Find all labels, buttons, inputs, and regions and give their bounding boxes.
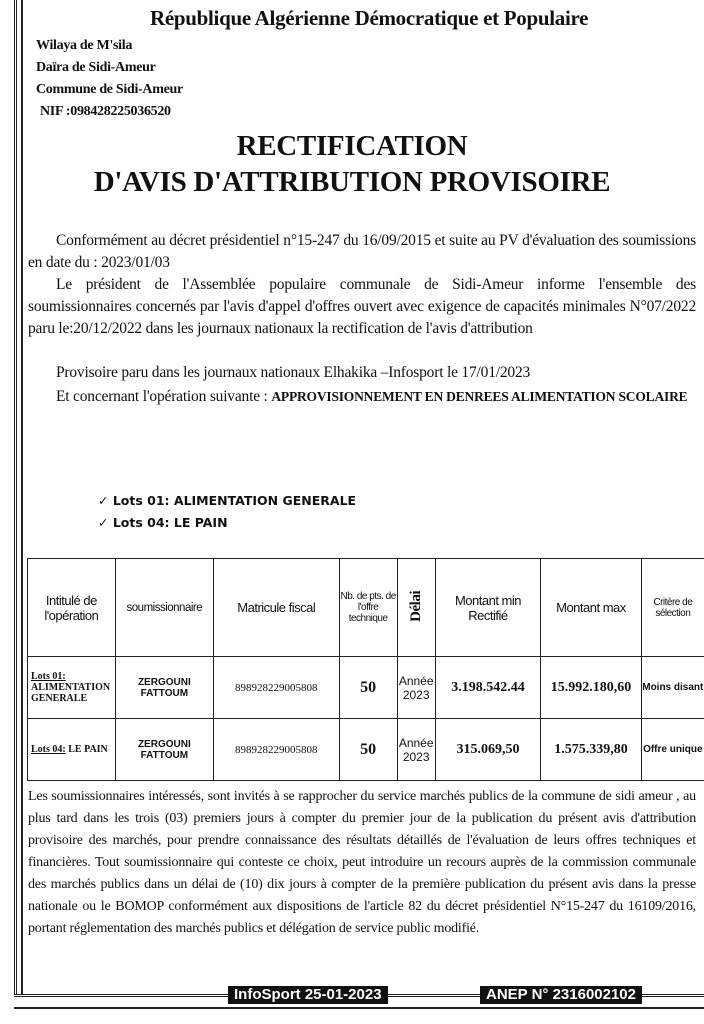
header-matricule: Matricule fiscal — [213, 559, 339, 657]
closing-paragraph: Les soumissionnaires intéressés, sont invités à se rapprocher du service marchés publics de la commune de sidi ameur , au plus tard dans les trois (03) premiers jours à compter du premier jour de la publication du présent avis d'attribution provisoire des marchés, pour prendre connaissance des résultats détaillés de l'évaluation de leurs offres techniques et financières. Tout soumissionnaire qui conteste ce choix, peut introduire un recours auprès de la commission communale des marchés publics dans un délai de (10) dix jours à compter de la première publication du présent avis dans la presse nationale ou le BOMOP conformément aux dispositions de l'article 82 du décret présidentiel N°15-247 du 16109/2016, portant réglementation des marchés publics et délégation de service public modifié. — [28, 789, 696, 936]
lot-name: LE PAIN — [68, 744, 108, 755]
montant-max: 15.992.180,60 — [541, 657, 641, 719]
title-line2: D'AVIS D'ATTRIBUTION PROVISOIRE — [93, 166, 611, 198]
operation-name: APPROVISIONNEMENT EN DENREES ALIMENTATION SCOLAIRE — [271, 389, 688, 404]
header-montant-min: Montant min Rectifié — [435, 559, 541, 657]
paragraph-provisoire: Provisoire paru dans les journaux nationaux Elhakika –Infosport le 17/01/2023 — [56, 364, 531, 381]
points: 50 — [339, 657, 397, 719]
lot-item-2: ✓ Lots 04: LE PAIN — [98, 515, 228, 530]
wilaya: Wilaya de M'sila — [36, 38, 133, 53]
paragraph-president: Le président de l'Assemblée populaire communale de Sidi-Ameur informe l'ensemble des soumissionnaires concernés par l'avis d'appel d'offres ouvert avec exigence de capacités minimales N°07/2022 paru le:20/12/2022 dans les journaux nationaux la rectification de l'avis d'attribution — [28, 276, 696, 337]
header-intitule: Intitulé de l'opération — [28, 559, 116, 657]
critere: Moins disant — [641, 657, 704, 719]
points: 50 — [339, 719, 397, 781]
operation-prefix: Et concernant l'opération suivante : — [56, 388, 272, 405]
matricule: 898928229005808 — [213, 719, 339, 781]
header-soumissionnaire: soumissionnaire — [115, 559, 213, 657]
daira: Daïra de Sidi-Ameur — [36, 60, 156, 75]
table-row — [28, 719, 704, 781]
soumissionnaire: ZERGOUNI FATTOUM — [115, 657, 213, 719]
lot-name: ALIMENTATION GENERALE — [31, 682, 111, 704]
lot-item-1: ✓ Lots 01: ALIMENTATION GENERALE — [98, 493, 357, 508]
table-header-row — [28, 559, 704, 657]
anep-tag: ANEP N° 2316002102 — [480, 986, 642, 1004]
lot-label: Lots 01: — [31, 671, 66, 682]
header-montant-max: Montant max — [541, 559, 641, 657]
attribution-table — [27, 558, 704, 781]
republic-heading: République Algérienne Démocratique et Populaire — [150, 6, 589, 30]
montant-min: 3.198.542.44 — [435, 657, 541, 719]
montant-min: 315.069,50 — [435, 719, 541, 781]
table-row — [28, 657, 704, 719]
header-delai: Délai — [407, 590, 424, 622]
nif: NIF :098428225036520 — [40, 104, 171, 119]
commune: Commune de Sidi-Ameur — [36, 82, 183, 97]
soumissionnaire: ZERGOUNI FATTOUM — [115, 719, 213, 781]
footer-rule-bottom — [14, 1007, 704, 1009]
paragraph-operation — [28, 386, 696, 408]
delai: Année 2023 — [397, 657, 435, 719]
header-points: Nb. de pts. de l'offre technique — [339, 559, 397, 657]
publication-tag: InfoSport 25-01-2023 — [228, 986, 388, 1004]
header-critere: Critère de sélection — [641, 559, 704, 657]
critere: Offre unique — [641, 719, 704, 781]
title-line1: RECTIFICATION — [236, 130, 468, 162]
matricule: 898928229005808 — [213, 657, 339, 719]
montant-max: 1.575.339,80 — [541, 719, 641, 781]
paragraph-decree: Conformément au décret présidentiel n°15-247 du 16/09/2015 et suite au PV d'évaluation des soumissions en date du : 2023/01/03 — [28, 232, 696, 271]
delai: Année 2023 — [397, 719, 435, 781]
lot-label: Lots 04: — [31, 744, 66, 755]
